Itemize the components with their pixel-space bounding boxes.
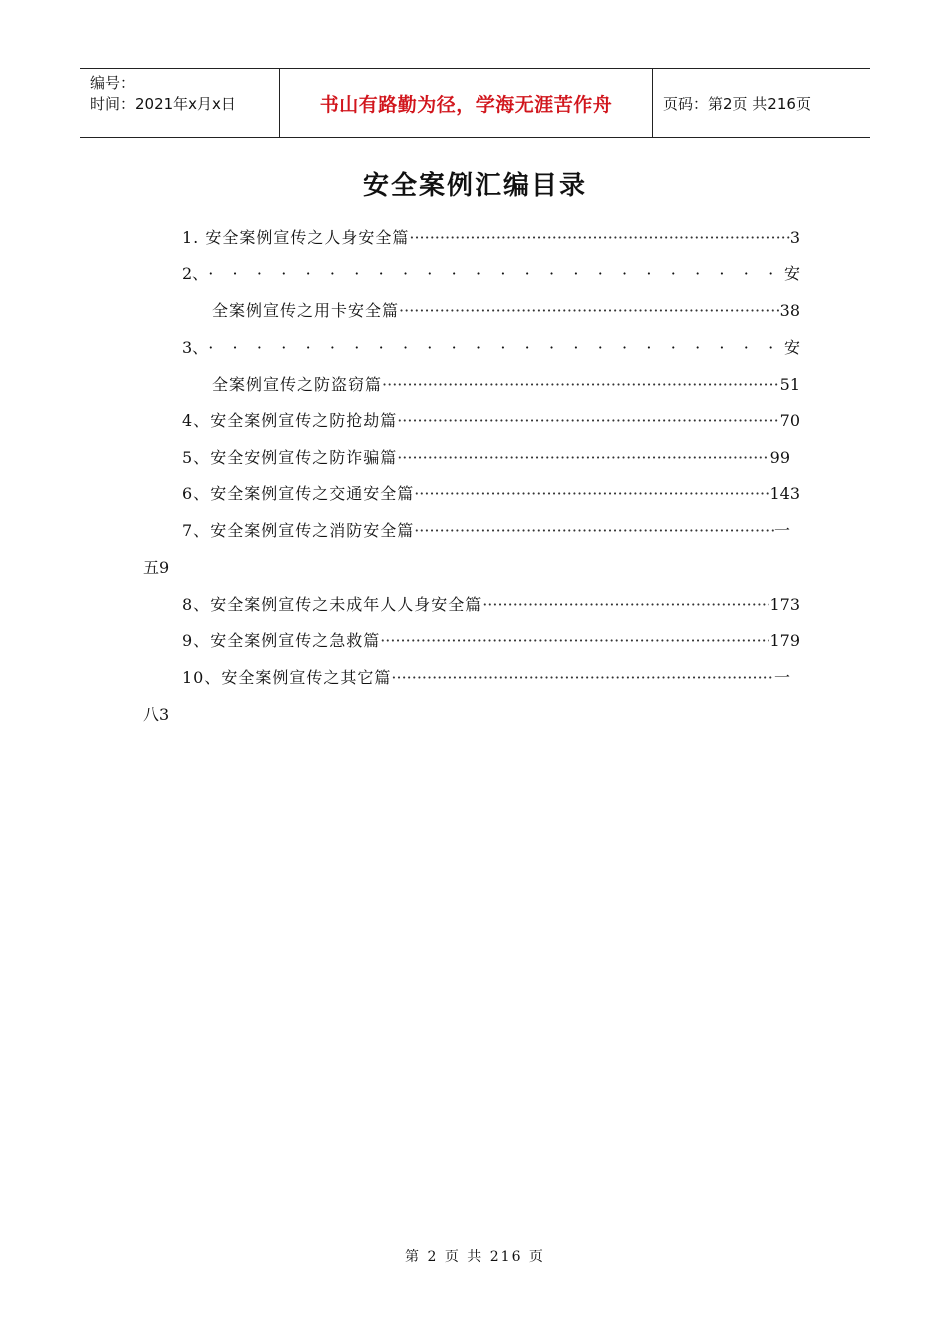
- toc-leader: [409, 226, 789, 250]
- toc-number: 5、: [182, 448, 211, 467]
- toc-leader: [482, 593, 769, 617]
- toc-title: 安全安例宣传之防诈骗篇: [210, 448, 398, 467]
- header-meta: [80, 69, 280, 137]
- toc-number: 10、: [182, 668, 222, 687]
- toc-leader: [414, 519, 774, 543]
- page-footer: 第 2 页 共 216 页: [405, 1249, 545, 1265]
- toc-title: 安全案例宣传之其它篇: [221, 668, 392, 687]
- toc-title: 安全案例宣传之防抢劫篇: [210, 411, 398, 430]
- toc-number: 9、: [182, 631, 211, 650]
- toc-entry-4[interactable]: [182, 409, 800, 433]
- toc-entry-7-page-wrap: 五9: [143, 558, 170, 577]
- toc-leader: [414, 482, 769, 506]
- header-page-info: 页码：第2页 共216页: [663, 94, 811, 113]
- toc-title: 安全案例宣传之消防安全篇: [210, 521, 415, 540]
- toc-leader: [399, 299, 780, 323]
- toc-number: 7、: [182, 521, 211, 540]
- toc-number: 2、: [182, 264, 209, 283]
- toc-page: 38: [779, 301, 800, 320]
- toc-leader: [382, 373, 780, 397]
- toc-entry-9[interactable]: [182, 629, 800, 653]
- time-label: 时间：2021年x月x日: [90, 95, 236, 113]
- toc-leader: [208, 262, 784, 286]
- toc-entry-7[interactable]: [182, 519, 790, 543]
- toc-entry-2-leader-line[interactable]: [182, 262, 800, 286]
- toc-page: 70: [779, 411, 800, 430]
- toc-title-start: 安: [783, 338, 800, 357]
- toc-entry-10-page-wrap: 八3: [143, 705, 170, 724]
- toc-leader: [380, 629, 769, 653]
- toc-page: 173: [769, 595, 800, 614]
- toc-page: 99: [769, 448, 790, 467]
- toc-title: 全案例宣传之防盗窃篇: [212, 375, 383, 394]
- toc-page: 179: [769, 631, 800, 650]
- toc-page: 一: [773, 668, 790, 687]
- toc-entry-5[interactable]: [182, 446, 790, 470]
- toc-leader: [397, 446, 769, 470]
- toc-page: 一: [773, 521, 790, 540]
- toc-page: 143: [769, 484, 800, 503]
- toc-title-start: 安: [783, 264, 800, 283]
- toc-number: 8、: [182, 595, 211, 614]
- toc-page: 51: [779, 375, 800, 394]
- number-label: 编号：: [90, 74, 136, 92]
- toc-leader: [208, 336, 784, 360]
- toc-entry-2[interactable]: [212, 299, 800, 323]
- toc-number: 1.: [182, 228, 200, 247]
- header-motto: 书山有路勤为径，学海无涯苦作舟: [280, 69, 653, 137]
- toc-number: 3、: [182, 338, 209, 357]
- toc-leader: [391, 666, 774, 690]
- toc-leader: [397, 409, 779, 433]
- toc-entry-1[interactable]: [182, 226, 800, 250]
- toc-title: 全案例宣传之用卡安全篇: [212, 301, 400, 320]
- toc-number: 6、: [182, 484, 211, 503]
- toc-title: 安全案例宣传之急救篇: [210, 631, 381, 650]
- page-header: [80, 68, 870, 138]
- toc-page: 3: [789, 228, 800, 247]
- toc-title: 安全案例宣传之未成年人人身安全篇: [210, 595, 483, 614]
- toc-entry-8[interactable]: [182, 593, 800, 617]
- toc-entry-3[interactable]: [212, 373, 800, 397]
- toc-entry-6[interactable]: [182, 482, 800, 506]
- document-title: 安全案例汇编目录: [362, 171, 587, 201]
- toc-entry-3-leader-line[interactable]: [182, 336, 800, 360]
- toc-title: 安全案例宣传之人身安全篇: [205, 228, 410, 247]
- toc-entry-10[interactable]: [182, 666, 790, 690]
- toc-number: 4、: [182, 411, 211, 430]
- toc-title: 安全案例宣传之交通安全篇: [210, 484, 415, 503]
